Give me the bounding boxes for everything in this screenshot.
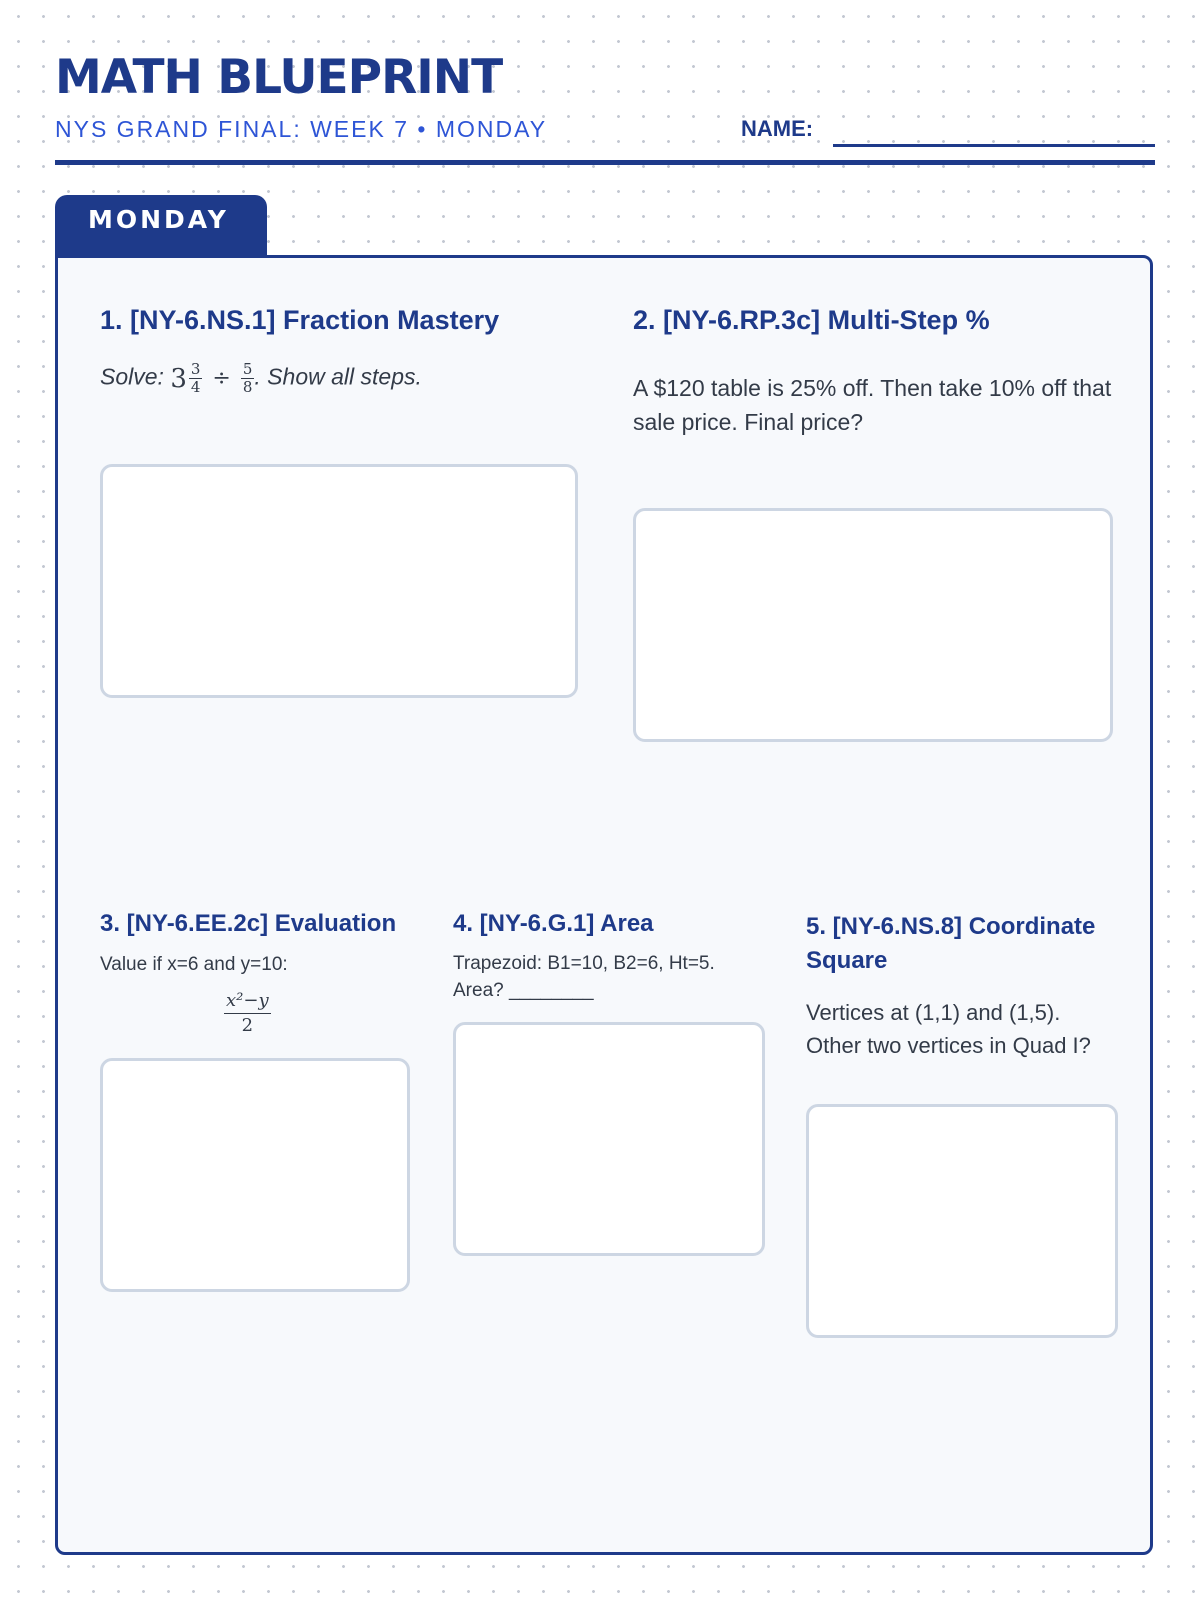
fraction-2 [241, 362, 255, 395]
fraction-2-numerator: 5 [242, 360, 253, 378]
problem-4-title: 4. [NY-6.G.1] Area [453, 910, 654, 937]
problem-3-prompt: Value if x=6 and y=10: [100, 954, 288, 975]
problems-panel [55, 255, 1153, 1555]
fraction-1-denominator: 4 [190, 378, 201, 396]
problem-5-title: 5. [NY-6.NS.8] Coordinate Square [806, 913, 1096, 974]
fraction-1 [189, 362, 203, 395]
problem-2-answer-box[interactable] [633, 508, 1113, 742]
problem-1-prompt-prefix: Solve: [100, 363, 171, 390]
problem-1-prompt [100, 362, 422, 395]
problem-4-answer-box[interactable] [453, 1022, 765, 1256]
day-tab: MONDAY [55, 195, 267, 257]
formula-denominator: 2 [241, 1015, 254, 1036]
page-title: MATH BLUEPRINT [55, 50, 503, 105]
problem-5-answer-box[interactable] [806, 1104, 1118, 1338]
problem-2 [633, 304, 1113, 435]
name-label: NAME: [741, 116, 814, 141]
fraction-1-numerator: 3 [190, 360, 201, 378]
problem-3-formula [224, 990, 271, 1036]
name-blank-line[interactable] [833, 144, 1155, 147]
header-divider [55, 160, 1155, 165]
problem-3 [100, 910, 420, 1036]
fraction-2-denominator: 8 [242, 378, 253, 396]
problem-1 [100, 304, 580, 396]
problem-3-answer-box[interactable] [100, 1058, 410, 1292]
formula-numerator: x²−y [224, 990, 271, 1014]
problem-5-prompt: Vertices at (1,1) and (1,5). Other two vertices in Quad I? [806, 1000, 1091, 1058]
problem-1-prompt-suffix: . Show all steps. [254, 363, 422, 390]
problem-4 [453, 910, 773, 1001]
mixed-number-whole: 3 [170, 363, 187, 394]
problem-2-prompt: A $120 table is 25% off. Then take 10% off that sale price. Final price? [633, 375, 1112, 435]
page-subtitle: NYS GRAND FINAL: WEEK 7 • MONDAY [55, 116, 548, 142]
division-sign: ÷ [212, 366, 231, 391]
problem-1-title: 1. [NY-6.NS.1] Fraction Mastery [100, 305, 500, 335]
problem-3-title: 3. [NY-6.EE.2c] Evaluation [100, 910, 397, 937]
problem-4-prompt: Trapezoid: B1=10, B2=6, Ht=5. Area? ________ [453, 953, 715, 1001]
problem-2-title: 2. [NY-6.RP.3c] Multi-Step % [633, 305, 990, 335]
problem-1-answer-box[interactable] [100, 464, 578, 698]
worksheet-header [55, 52, 1155, 164]
problem-5 [806, 910, 1118, 1058]
